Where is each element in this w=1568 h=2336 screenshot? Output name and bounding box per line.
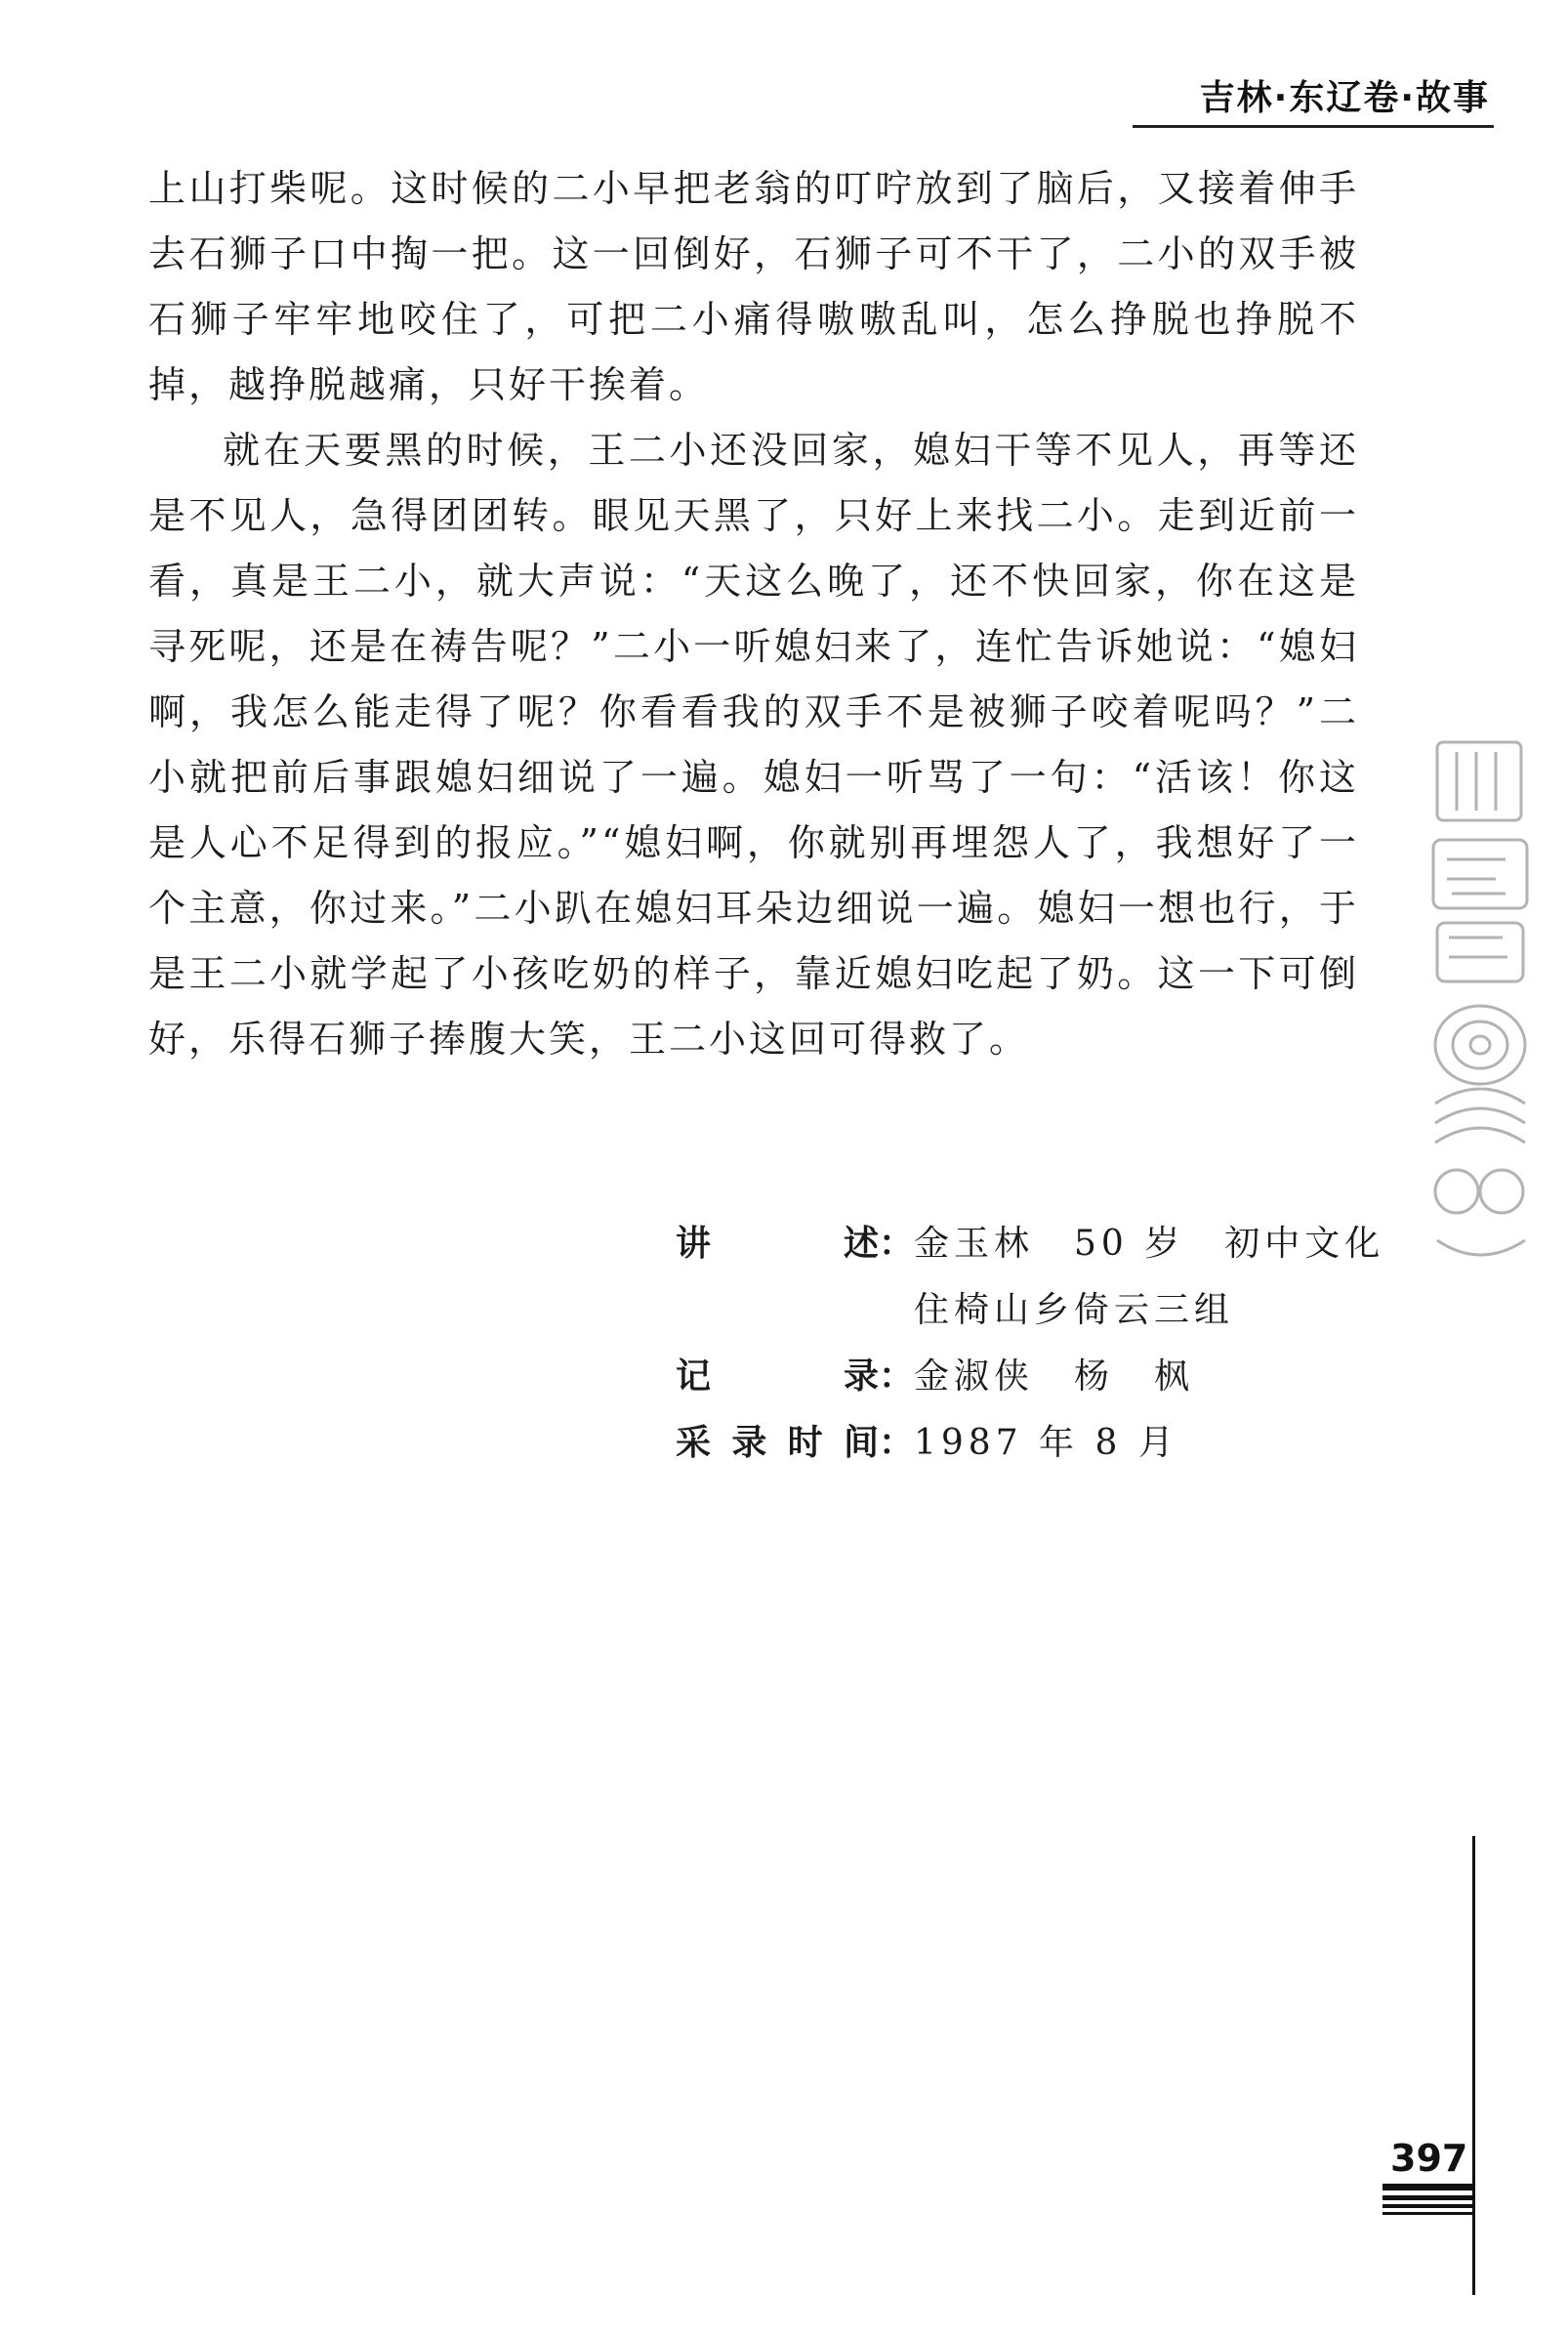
story-body [148, 156, 1359, 1072]
colon: ： [879, 1224, 915, 1264]
paragraph-continued: 上山打柴呢。这时候的二小早把老翁的叮咛放到了脑后，又接着伸手去石狮子口中掏一把。这一回倒好，石狮子可不干了，二小的双手被石狮子牢牢地咬住了，可把二小痛得嗷嗷乱叫，怎么挣脱也挣脱不掉，越挣脱越痛，只好干挨着。 [148, 167, 1359, 406]
narrator-value: 金玉林 50 岁 初中文化 [914, 1224, 1385, 1264]
colon: ： [879, 1423, 915, 1463]
footer-bars-icon [1382, 2184, 1474, 2223]
running-header: 吉林·东辽卷·故事 [1199, 78, 1490, 118]
date-label: 采录时间 [676, 1423, 879, 1463]
paragraph: 就在天要黑的时候，王二小还没回家，媳妇干等不见人，再等还是不见人，急得团团转。眼见天黑了，只好上来找二小。走到近前一看，真是王二小，就大声说：“天这么晚了，还不快回家，你在这是寻死呢，还是在祷告呢？”二小一听媳妇来了，连忙告诉她说：“媳妇啊，我怎么能走得了呢？你看看我的双手不是被狮子咬着呢吗？”二小就把前后事跟媳妇细说了一遍。媳妇一听骂了一句：“活该！你这是人心不足得到的报应。”“媳妇啊，你就别再埋怨人了，我想好了一个主意，你过来。”二小趴在媳妇耳朵边细说一遍。媳妇一想也行，于是王二小就学起了小孩吃奶的样子，靠近媳妇吃起了奶。这一下可倒好，乐得石狮子捧腹大笑，王二小这回可得救了。 [148, 429, 1359, 1061]
recorder-value: 金淑侠 杨 枫 [914, 1356, 1195, 1397]
narrator-address: 住椅山乡倚云三组 [914, 1290, 1235, 1330]
recorder-label: 记录 [676, 1356, 879, 1397]
side-emblem-icon [1427, 723, 1535, 1309]
narrator-label: 讲述 [676, 1224, 879, 1264]
credit-date [676, 1410, 1384, 1477]
credit-narrator [676, 1211, 1384, 1277]
credits-block [676, 1211, 1384, 1477]
header-rule [1133, 125, 1494, 128]
right-margin-rule [1472, 1836, 1475, 2295]
colon: ： [879, 1356, 915, 1397]
page-number: 397 [1390, 2137, 1468, 2180]
date-value: 1987 年 8 月 [914, 1423, 1178, 1463]
credit-recorder [676, 1344, 1384, 1410]
